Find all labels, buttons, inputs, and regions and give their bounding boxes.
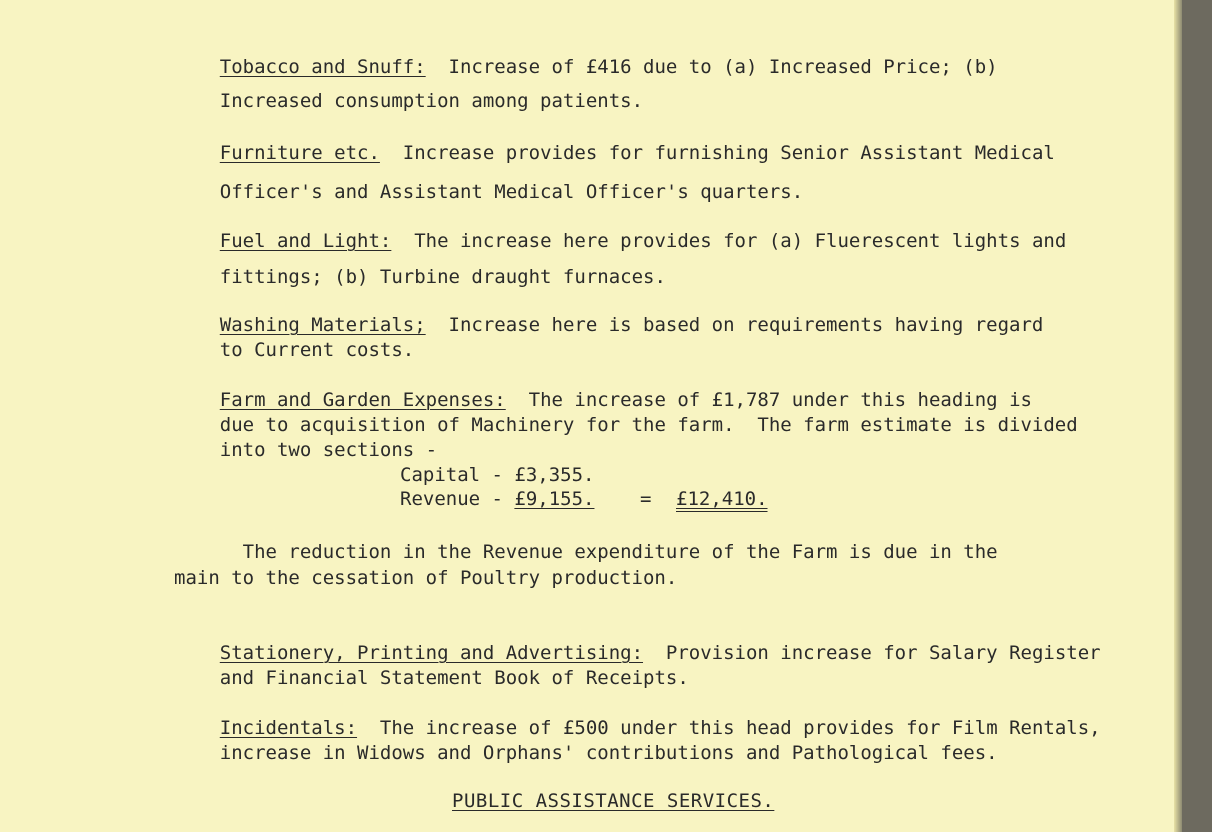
paragraph-incidentals-cont [174,714,998,792]
heading-farm: Farm and Garden Expenses: [219,389,506,411]
page-edge-shadow [1174,0,1182,832]
heading-washing: Washing Materials; [219,314,426,336]
text-line: The increase of £1,787 under this heading is [505,389,1032,411]
text-line: The increase of £500 under this head provides for Film Rentals, [357,717,1101,739]
heading-stationery: Stationery, Printing and Advertising: [219,642,644,664]
revenue-value: £9,155. [514,488,595,510]
section-title: PUBLIC ASSISTANCE SERVICES. [452,790,775,812]
text-line: Provision increase for Salary Register [643,642,1101,664]
text-line: The increase here provides for (a) Fluerescent lights and [391,230,1067,252]
text-line: Officer's and Assistant Medical Officer's quarters. [219,181,804,203]
text-line: Increased consumption among patients. [219,90,644,112]
paragraph-farm-line3 [174,411,437,489]
farm-total: £12,410. [676,488,768,510]
revenue-note-line2: main to the cessation of Poultry production. [174,567,678,589]
heading-fuel: Fuel and Light: [219,230,392,252]
text-line: fittings; (b) Turbine draught furnaces. [219,266,666,288]
equals-sign: = [640,488,652,510]
text-line: into two sections - [219,439,438,461]
text-line: Increase of £416 due to (a) Increased Price; (b) [425,56,998,78]
text-line: Increase provides for furnishing Senior Assistant Medical [379,142,1055,164]
page-binding-edge [1182,0,1212,832]
heading-furniture: Furniture etc. [219,142,380,164]
heading-tobacco: Tobacco and Snuff: [219,56,426,78]
revenue-line [400,487,594,511]
revenue-label: Revenue - [400,488,515,510]
text-line: Increase here is based on requirements having regard [425,314,1044,336]
heading-incidentals: Incidentals: [219,717,358,739]
text-line: increase in Widows and Orphans' contributions and Pathological fees. [219,742,998,764]
text-line: due to acquisition of Machinery for the farm. The farm estimate is divided [219,414,1078,436]
text-line: and Financial Statement Book of Receipts. [219,667,689,689]
capital-line: Capital - £3,355. [400,464,595,486]
text-line: to Current costs. [219,339,415,361]
revenue-note-line1: The reduction in the Revenue expenditure of the Farm is due in the [174,541,998,563]
